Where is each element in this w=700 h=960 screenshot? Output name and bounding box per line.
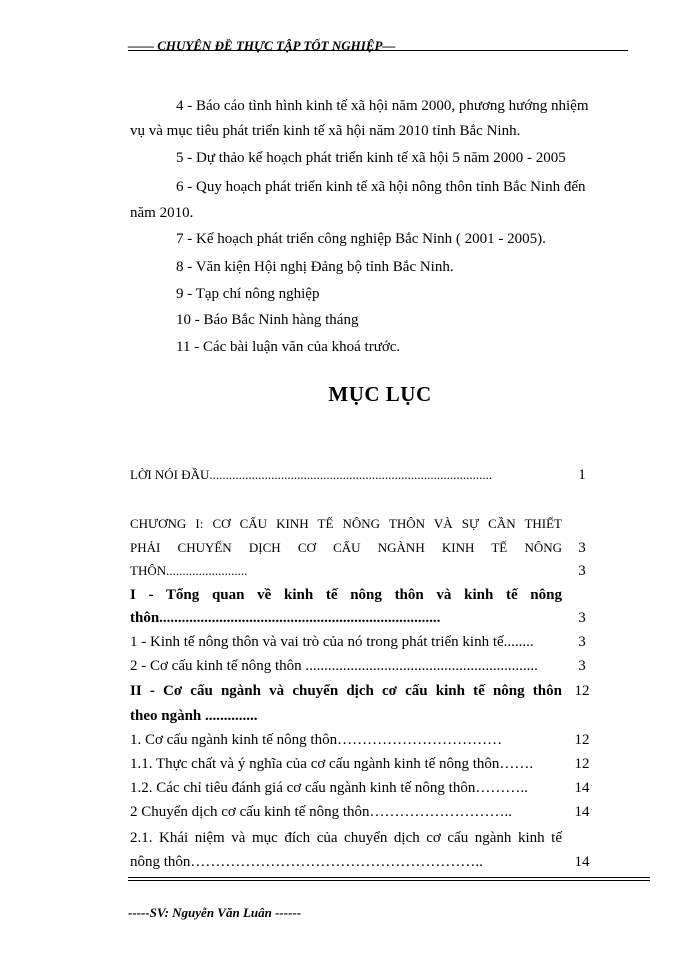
toc-entry-item-line2: nông thôn………………………………………………….. (130, 854, 483, 870)
toc-entry-loi-noi-dau: LỜI NÓI ĐẦU....................................................................................... (130, 467, 493, 482)
document-footer: -----SV: Nguyễn Văn Luân ------ (128, 905, 302, 920)
toc-entry-chuong1-line1: CHƯƠNG I: CƠ CẤU KINH TẾ NÔNG THÔN VÀ SỰ CẦN THIẾT (130, 516, 562, 531)
toc-entry-item: 1.2. Các chỉ tiêu đánh giá cơ cấu ngành kinh tế nông thôn……….. (130, 780, 528, 796)
toc-page-number: 12 (574, 756, 590, 772)
toc-entry-section2-line1: II - Cơ cấu ngành và chuyển dịch cơ cấu kinh tế nông thôn (130, 683, 562, 699)
toc-page-number: 14 (574, 854, 590, 870)
toc-entry-item: 1. Cơ cấu ngành kinh tế nông thôn…………………………… (130, 732, 503, 748)
reference-item: 9 - Tạp chí nông nghiệp (176, 286, 320, 302)
toc-entry-chuong1-line3: THÔN......................... (130, 563, 248, 578)
reference-item: 7 - Kế hoạch phát triển công nghiệp Bắc Ninh ( 2001 - 2005). (176, 231, 546, 247)
footer-rule (128, 880, 650, 881)
toc-page-number: 3 (578, 634, 586, 650)
reference-item: 6 - Quy hoạch phát triển kinh tế xã hội nông thôn tỉnh Bắc Ninh đến (176, 179, 586, 195)
toc-entry-section2-line2: theo ngành .............. (130, 708, 258, 724)
reference-item: vụ và mục tiêu phát triển kinh tế xã hội năm 2010 tỉnh Bắc Ninh. (130, 123, 521, 139)
toc-entry-item: 2 Chuyển dịch cơ cấu kinh tế nông thôn……………………….. (130, 804, 513, 820)
reference-item: 8 - Văn kiện Hội nghị Đảng bộ tỉnh Bắc Ninh. (176, 259, 454, 275)
header-rule (128, 50, 628, 51)
toc-entry-chuong1-line2: PHẢI CHUYỂN DỊCH CƠ CẤU NGÀNH KINH TẾ NÔNG (130, 540, 562, 555)
toc-entry-item: 1.1. Thực chất và ý nghĩa của cơ cấu ngành kinh tế nông thôn……. (130, 756, 534, 772)
toc-entry-item: 1 - Kinh tế nông thôn và vai trò của nó trong phát triển kinh tế........ (130, 634, 534, 650)
reference-item: 11 - Các bài luận văn của khoá trước. (176, 339, 401, 355)
toc-page-number: 1 (578, 467, 586, 483)
toc-page-number: 12 (574, 732, 590, 748)
toc-entry-section1-line2: thôn........................................................................... (130, 610, 441, 626)
toc-page-number: 3 (578, 563, 586, 579)
toc-title: MỤC LỤC (328, 382, 432, 406)
reference-item: 5 - Dự thảo kế hoạch phát triển kinh tế xã hội 5 năm 2000 - 2005 (176, 150, 566, 166)
reference-item: 4 - Báo cáo tình hình kinh tế xã hội năm 2000, phương hướng nhiệm (176, 98, 589, 114)
toc-page-number: 14 (574, 780, 590, 796)
reference-item: năm 2010. (130, 205, 194, 221)
reference-item: 10 - Báo Bắc Ninh hàng tháng (176, 312, 359, 328)
footer-rule (128, 877, 650, 878)
toc-entry-item-line1: 2.1. Khái niệm và mục đích của chuyển dịch cơ cấu ngành kinh tế (130, 830, 562, 846)
toc-page-number: 3 (578, 658, 586, 674)
toc-page-number: 12 (574, 683, 590, 699)
document-header: —— CHUYÊN ĐỀ THỰC TẬP TỐT NGHIỆP— (128, 38, 396, 53)
toc-page-number: 3 (578, 610, 586, 626)
toc-entry-section1-line1: I - Tổng quan về kinh tế nông thôn và kinh tế nông (130, 587, 562, 603)
toc-page-number: 3 (578, 540, 586, 556)
toc-entry-item: 2 - Cơ cấu kinh tế nông thôn .............................................................. (130, 658, 538, 674)
toc-page-number: 14 (574, 804, 590, 820)
